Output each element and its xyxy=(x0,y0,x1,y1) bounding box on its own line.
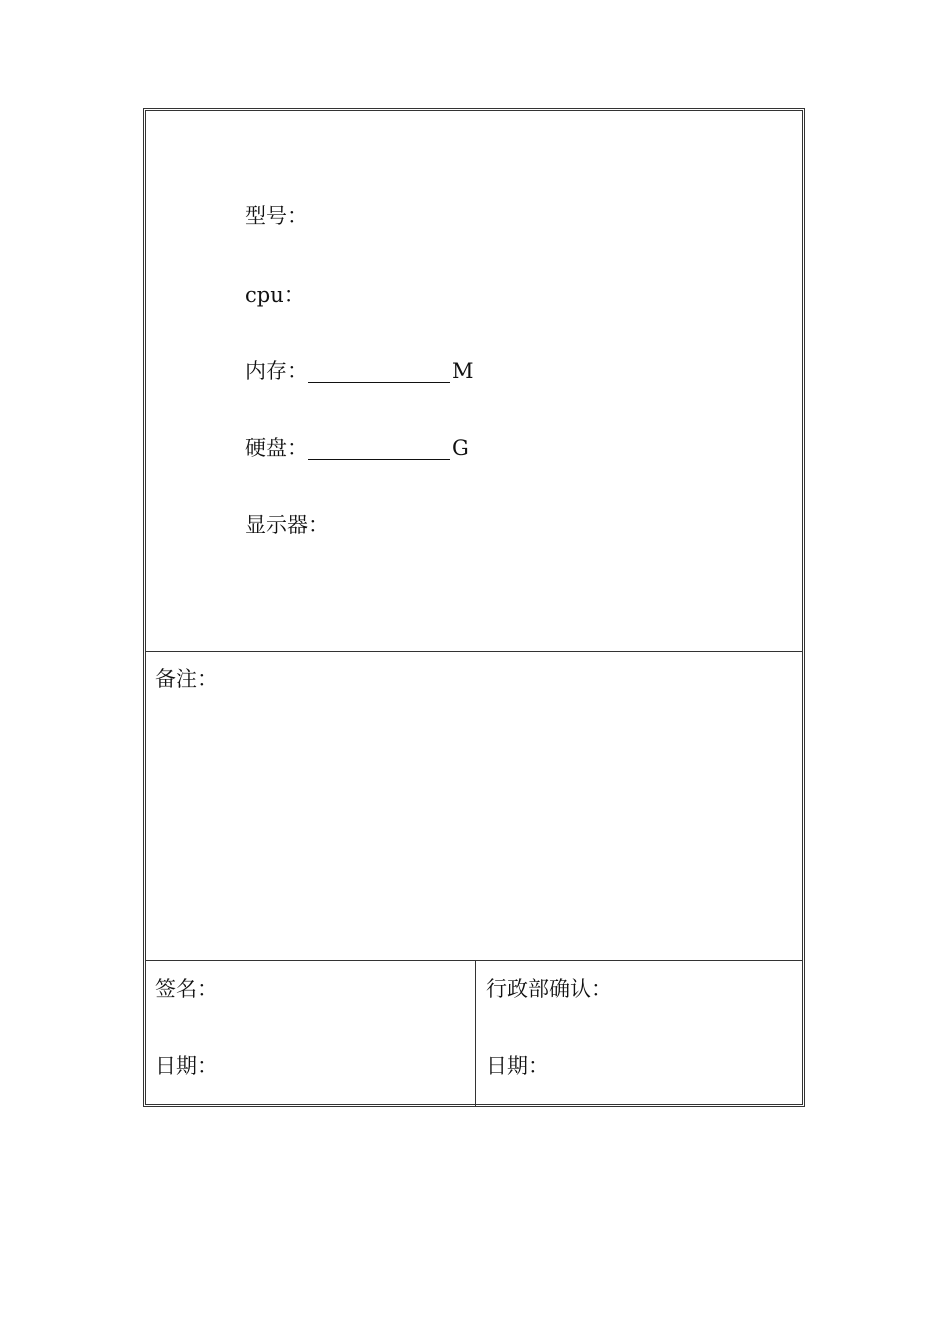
admin-confirm-row xyxy=(486,977,612,1001)
notes-section xyxy=(146,652,802,961)
model-label: 型号： xyxy=(245,204,308,228)
sign-date-label: 日期： xyxy=(155,1054,218,1078)
sign-row xyxy=(155,977,218,1001)
disk-row xyxy=(245,436,469,460)
admin-date-label: 日期： xyxy=(486,1054,549,1078)
monitor-label: 显示器： xyxy=(245,513,329,537)
memory-row xyxy=(245,359,474,383)
equipment-form xyxy=(143,108,805,1107)
notes-row xyxy=(155,667,218,691)
notes-label: 备注： xyxy=(155,667,218,691)
sign-date-row xyxy=(155,1054,218,1078)
disk-blank-line[interactable] xyxy=(308,439,450,460)
cpu-label: cpu： xyxy=(245,283,305,307)
disk-label: 硬盘： xyxy=(245,436,308,460)
memory-blank-line[interactable] xyxy=(308,362,450,383)
memory-label: 内存： xyxy=(245,359,308,383)
admin-confirm-label: 行政部确认： xyxy=(486,977,612,1001)
signature-left-cell xyxy=(146,961,476,1107)
monitor-row xyxy=(245,513,329,537)
memory-unit: M xyxy=(452,359,474,383)
cpu-row xyxy=(245,283,305,307)
admin-date-row xyxy=(486,1054,549,1078)
model-row xyxy=(245,204,308,228)
specs-section xyxy=(146,111,802,652)
signature-right-cell xyxy=(476,961,805,1107)
sign-label: 签名： xyxy=(155,977,218,1001)
disk-unit: G xyxy=(452,436,469,460)
signature-section xyxy=(146,961,802,1107)
